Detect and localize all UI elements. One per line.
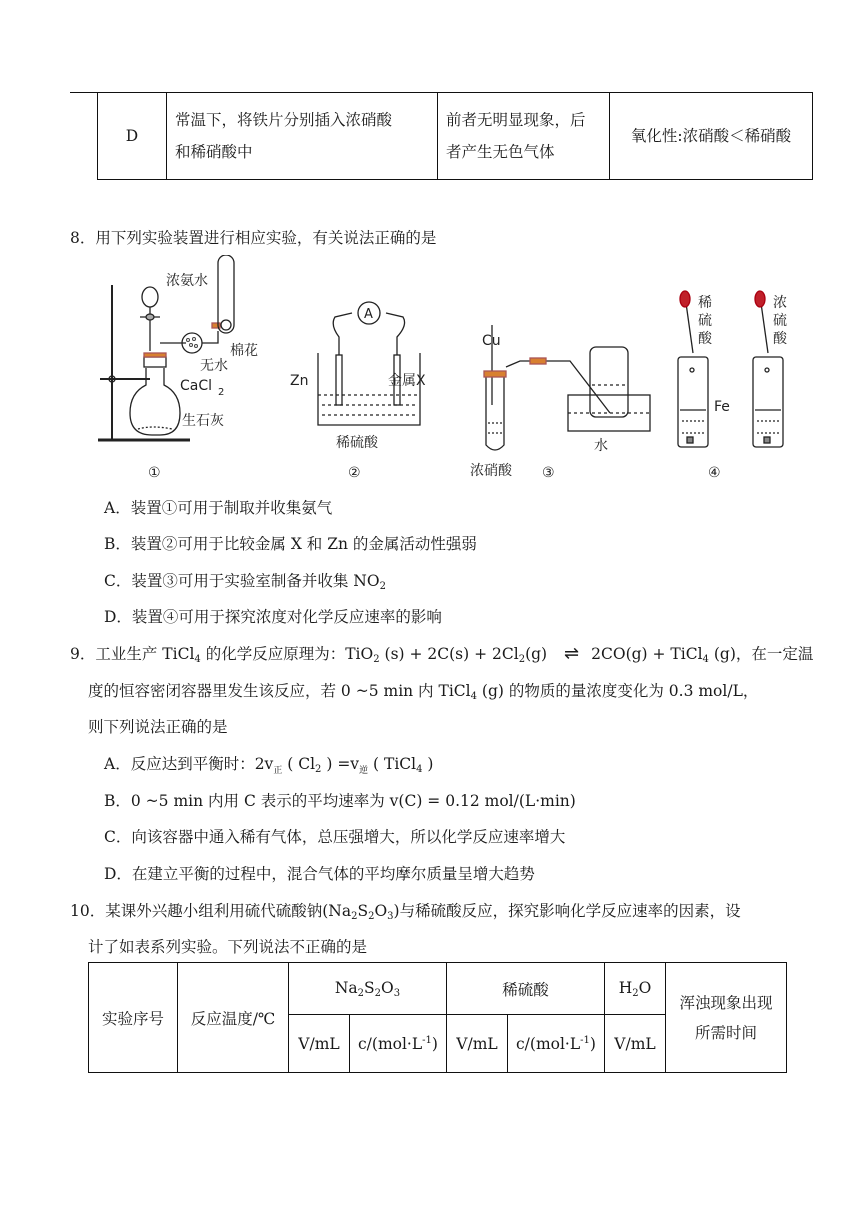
experiment-table-row-d xyxy=(97,92,813,180)
phenomenon-cell: 前者无明显现象，后 者产生无色气体 xyxy=(438,93,610,180)
fig4-acid1-2: 硫 xyxy=(698,313,712,329)
experiment-table-q10 xyxy=(88,962,787,1073)
equilibrium-arrow: ⇌ xyxy=(564,643,580,664)
q9-line-1: 9．工业生产 TiCl$_4$ 的化学反应原理为：TiO$_2$ $(s) + 2C(s) + 2Cl_2(g)$ ⇌ 2CO(g) + TiCl$_4$ (g)，在一定温 xyxy=(70,643,814,665)
header-water: $H_2O$ xyxy=(605,963,666,1015)
fig4-number: ④ xyxy=(708,465,721,481)
apparatus-figures xyxy=(90,255,810,487)
fig3-number: ③ xyxy=(542,465,555,481)
q10-line-2: 计了如表系列实验。下列说法不正确的是 xyxy=(88,938,368,956)
fig2-acid: 稀硫酸 xyxy=(336,435,378,451)
fig3-acid: 浓硝酸 xyxy=(470,463,512,479)
q8-stem: 8．用下列实验装置进行相应实验，有关说法正确的是 xyxy=(70,229,437,247)
header-c-2: $c/(mol\cdot L^{-1})$ xyxy=(508,1015,605,1073)
q10-line-1: 10．某课外兴趣小组利用硫代硫酸钠$(Na_2S_2O_3)$与稀硫酸反应，探究影响化学反应速率的因素，设 xyxy=(70,902,741,922)
fig1-label-quicklime: 生石灰 xyxy=(182,413,224,429)
q9-option-d: D．在建立平衡的过程中，混合气体的平均摩尔质量呈增大趋势 xyxy=(104,865,535,883)
header-v-3: V/mL xyxy=(605,1015,666,1073)
header-sequence: 实验序号 xyxy=(89,963,178,1073)
fig1-label-cacl2-1: 无水 xyxy=(200,358,228,374)
operation-cell: 常温下，将铁片分别插入浓硝酸 和稀硝酸中 xyxy=(167,93,438,180)
header-v-1: V/mL xyxy=(289,1015,350,1073)
fig1-label-cotton: 棉花 xyxy=(230,343,258,359)
header-dilute-acid: 稀硫酸 xyxy=(447,963,605,1015)
fig1-number: ① xyxy=(148,465,161,481)
fig4-acid2-3: 酸 xyxy=(773,331,787,347)
q9-line-2: 度的恒容密闭容器里发生该反应，若 0 ~5 min 内 TiCl$_4$ (g) 的物质的量浓度变化为 0.3 mol/L， xyxy=(88,682,759,702)
q9-option-b: B．0 ~5 min 内用 C 表示的平均速率为 v(C) = 0.12 mol/(L·min) xyxy=(104,792,576,810)
q8-option-a: A．装置①可用于制取并收集氨气 xyxy=(104,499,333,517)
conclusion-cell: 氧化性:浓硝酸＜稀硝酸 xyxy=(610,93,813,180)
fig3-water: 水 xyxy=(594,438,608,454)
fig1-label-ammonia: 浓氨水 xyxy=(166,273,208,289)
header-v-2: V/mL xyxy=(447,1015,508,1073)
q8-option-b: B．装置②可用于比较金属 X 和 Zn 的金属活动性强弱 xyxy=(104,535,477,553)
row-label: D xyxy=(98,93,167,180)
header-time: 浑浊现象出现 所需时间 xyxy=(666,963,787,1073)
fig2-zn: Zn xyxy=(290,373,309,389)
fig4-fe: Fe xyxy=(714,399,730,415)
fig4-acid1-3: 酸 xyxy=(698,331,712,347)
fig4-acid1-1: 稀 xyxy=(698,295,712,311)
fig1-label-cacl2-sub: 2 xyxy=(218,387,225,398)
q9-option-a: A．反应达到平衡时：$2v_正$ ( $Cl_2$ ) $=v_逆$ ( TiCl$_4$ ) xyxy=(104,755,434,776)
fig4-acid2-2: 硫 xyxy=(773,313,787,329)
fig2-metal-x: 金属X xyxy=(388,373,426,389)
q9-line-3: 则下列说法正确的是 xyxy=(88,718,228,736)
header-na2s2o3: $Na_2S_2O_3$ xyxy=(289,963,447,1015)
fig2-meter-label: A xyxy=(364,307,373,322)
q8-option-d: D．装置④可用于探究浓度对化学反应速率的影响 xyxy=(104,608,442,626)
q8-option-c: C．装置③可用于实验室制备并收集 $NO_2$ xyxy=(104,572,386,592)
header-temperature: 反应温度/℃ xyxy=(178,963,289,1073)
fig2-number: ② xyxy=(348,465,361,481)
fig3-cu: Cu xyxy=(482,333,501,349)
header-c-1: $c/(mol\cdot L^{-1})$ xyxy=(350,1015,447,1073)
fig1-label-cacl2-2: CaCl xyxy=(180,378,213,394)
fig4-acid2-1: 浓 xyxy=(773,295,787,311)
q9-option-c: C．向该容器中通入稀有气体，总压强增大，所以化学反应速率增大 xyxy=(104,828,566,846)
